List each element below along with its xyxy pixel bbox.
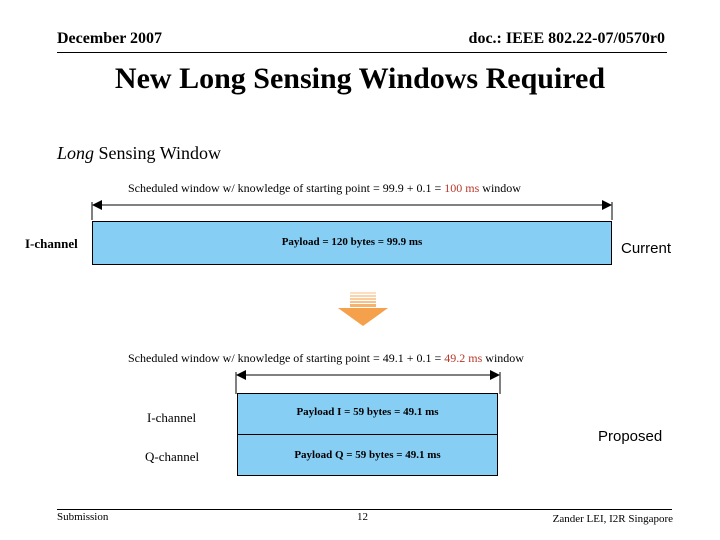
proposed-payload-q-text: Payload Q = 59 bytes = 49.1 ms	[294, 449, 441, 461]
current-i-channel-label: I-channel	[25, 236, 78, 251]
current-window-bracket	[80, 196, 625, 222]
subtitle-emphasis: Long	[57, 143, 95, 163]
current-payload-text: Payload = 120 bytes = 99.9 ms	[281, 236, 423, 248]
proposed-caption	[128, 351, 524, 366]
footer-page-number: 12	[357, 511, 368, 523]
footer-submission: Submission	[57, 511, 109, 523]
subtitle-rest: Sensing Window	[94, 143, 221, 163]
proposed-caption-value: 49.2 ms	[444, 351, 483, 365]
proposed-payload-i-text: Payload I = 59 bytes = 49.1 ms	[296, 406, 439, 418]
slide-title: New Long Sensing Windows Required	[114, 62, 606, 95]
proposed-side-label: Proposed	[598, 428, 663, 445]
current-caption	[128, 181, 521, 196]
proposed-caption-post: window	[482, 351, 524, 365]
header-rule	[57, 52, 667, 53]
proposed-q-channel-label: Q-channel	[145, 449, 200, 464]
proposed-window-bracket	[228, 366, 513, 396]
current-caption-post: window	[479, 181, 521, 195]
header-date: December 2007	[57, 30, 162, 47]
proposed-i-channel-label: I-channel	[147, 410, 197, 425]
slide-subtitle	[57, 143, 221, 164]
footer-author: Zander LEI, I2R Singapore	[552, 513, 673, 525]
current-side-label: Current	[621, 240, 672, 257]
proposed-caption-pre: Scheduled window w/ knowledge of starting point = 49.1 + 0.1 =	[128, 351, 445, 365]
current-caption-value: 100 ms	[444, 181, 480, 195]
footer-rule	[57, 509, 672, 510]
header-doc-id: doc.: IEEE 802.22-07/0570r0	[468, 30, 665, 47]
down-arrow-icon	[335, 292, 391, 328]
current-caption-pre: Scheduled window w/ knowledge of starting point = 99.9 + 0.1 =	[128, 181, 445, 195]
